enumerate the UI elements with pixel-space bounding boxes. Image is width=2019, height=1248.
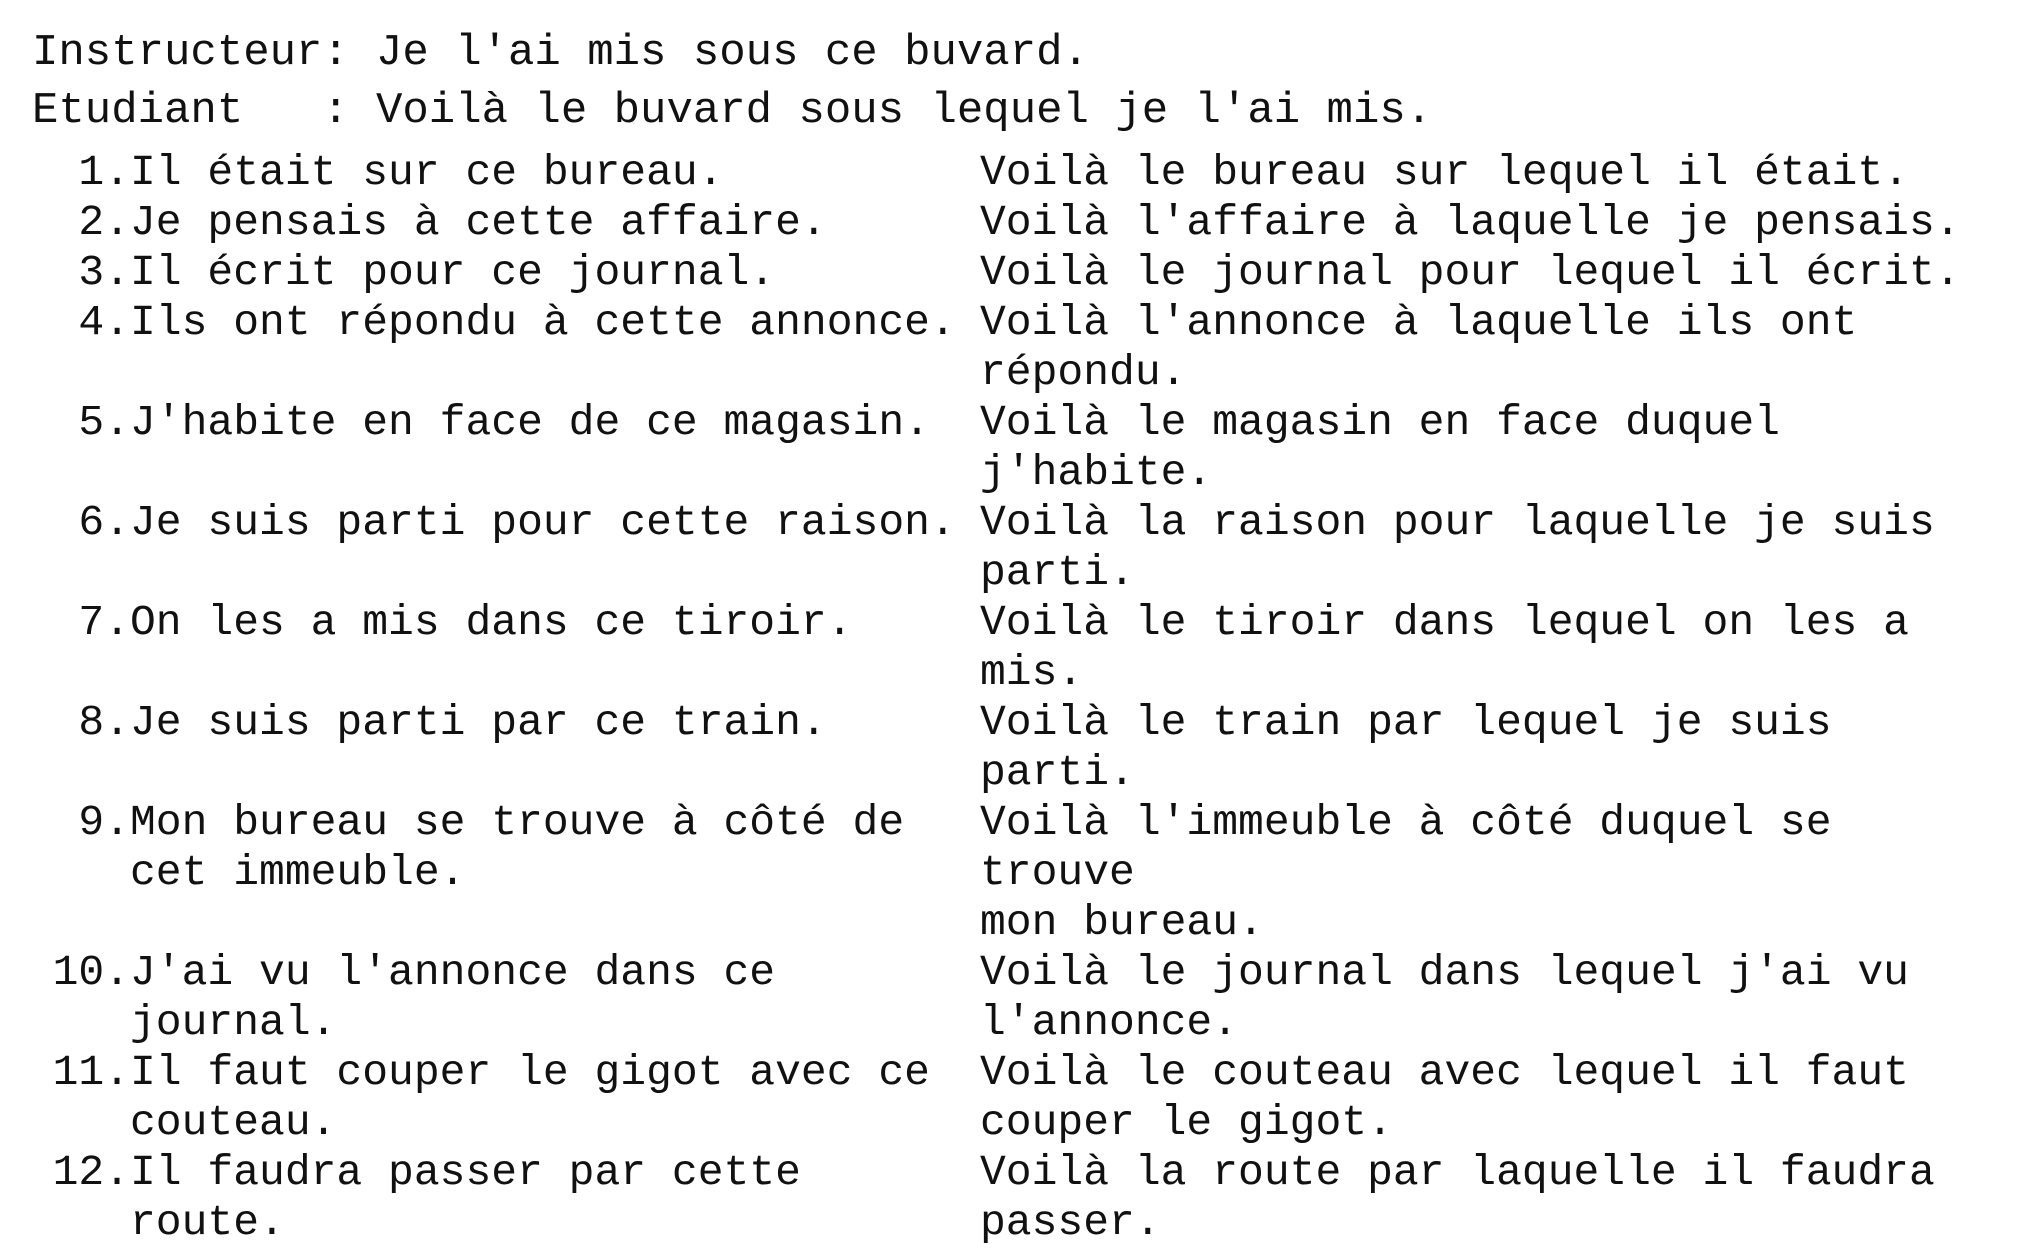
item-cue: Il écrit pour ce journal.	[130, 248, 776, 297]
item-number: 9.	[78, 798, 130, 847]
exercise-header	[32, 24, 1432, 140]
item-cue: J'ai vu l'annonce dans ce journal.	[130, 948, 776, 1047]
item-cue: Mon bureau se trouve à côté de cet immeuble.	[130, 798, 905, 897]
student-line	[32, 82, 1432, 140]
exercise-item-2	[0, 198, 2010, 248]
item-number: 1.	[78, 148, 130, 197]
item-cue: Je suis parti par ce train.	[130, 698, 827, 747]
exercise-item-11	[0, 1048, 2010, 1148]
instructor-label: Instructeur:	[32, 28, 349, 78]
exercise-item-8	[0, 698, 2010, 798]
item-response: Voilà le bureau sur lequel il était.	[980, 148, 1909, 197]
item-number: 4.	[78, 298, 130, 347]
item-cue: Il était sur ce bureau.	[130, 148, 724, 197]
item-response: Voilà le journal dans lequel j'ai vu l'annonce.	[980, 948, 1909, 1047]
item-response: Voilà le journal pour lequel il écrit.	[980, 248, 1961, 297]
item-number: 8.	[78, 698, 130, 747]
student-label: Etudiant :	[32, 86, 349, 136]
exercise-item-5	[0, 398, 2010, 498]
item-response: Voilà le tiroir dans lequel on les a mis.	[980, 598, 1935, 697]
item-number: 6.	[78, 498, 130, 547]
exercise-item-3	[0, 248, 2010, 298]
exercise-item-7	[0, 598, 2010, 698]
exercise-item-1	[0, 148, 2010, 198]
item-cue: Il faut couper le gigot avec ce couteau.	[130, 1048, 930, 1147]
exercise-item-9	[0, 798, 2010, 948]
item-cue: Je suis parti pour cette raison.	[130, 498, 956, 547]
item-number: 12.	[52, 1148, 130, 1197]
item-number: 11.	[52, 1048, 130, 1097]
exercise-item-4	[0, 298, 2010, 398]
instructor-text: Je l'ai mis sous ce buvard.	[376, 28, 1089, 78]
instructor-line	[32, 24, 1432, 82]
item-response: Voilà l'affaire à laquelle je pensais.	[980, 198, 1961, 247]
item-response: Voilà le couteau avec lequel il faut couper le gigot.	[980, 1048, 1909, 1147]
exercise-list	[0, 148, 2010, 1248]
student-text: Voilà le buvard sous lequel je l'ai mis.	[376, 86, 1433, 136]
item-number: 5.	[78, 398, 130, 447]
item-cue: Ils ont répondu à cette annonce.	[130, 298, 956, 347]
item-response: Voilà le magasin en face duquel j'habite.	[980, 398, 1806, 497]
exercise-item-10	[0, 948, 2010, 1048]
item-cue: On les a mis dans ce tiroir.	[130, 598, 853, 647]
item-number: 3.	[78, 248, 130, 297]
item-response: Voilà l'annonce à laquelle ils ont répondu.	[980, 298, 1858, 397]
item-response: Voilà l'immeuble à côté duquel se trouve mon bureau.	[980, 798, 1832, 947]
exercise-item-6	[0, 498, 2010, 598]
item-response: Voilà la raison pour laquelle je suis parti.	[980, 498, 1935, 597]
item-number: 2.	[78, 198, 130, 247]
item-cue: Je pensais à cette affaire.	[130, 198, 827, 247]
item-number: 10.	[52, 948, 130, 997]
exercise-item-12	[0, 1148, 2010, 1248]
item-response: Voilà le train par lequel je suis parti.	[980, 698, 1858, 797]
item-cue: J'habite en face de ce magasin.	[130, 398, 930, 447]
item-number: 7.	[78, 598, 130, 647]
item-cue: Il faudra passer par cette route.	[130, 1148, 827, 1247]
item-response: Voilà la route par laquelle il faudra passer.	[980, 1148, 1935, 1247]
